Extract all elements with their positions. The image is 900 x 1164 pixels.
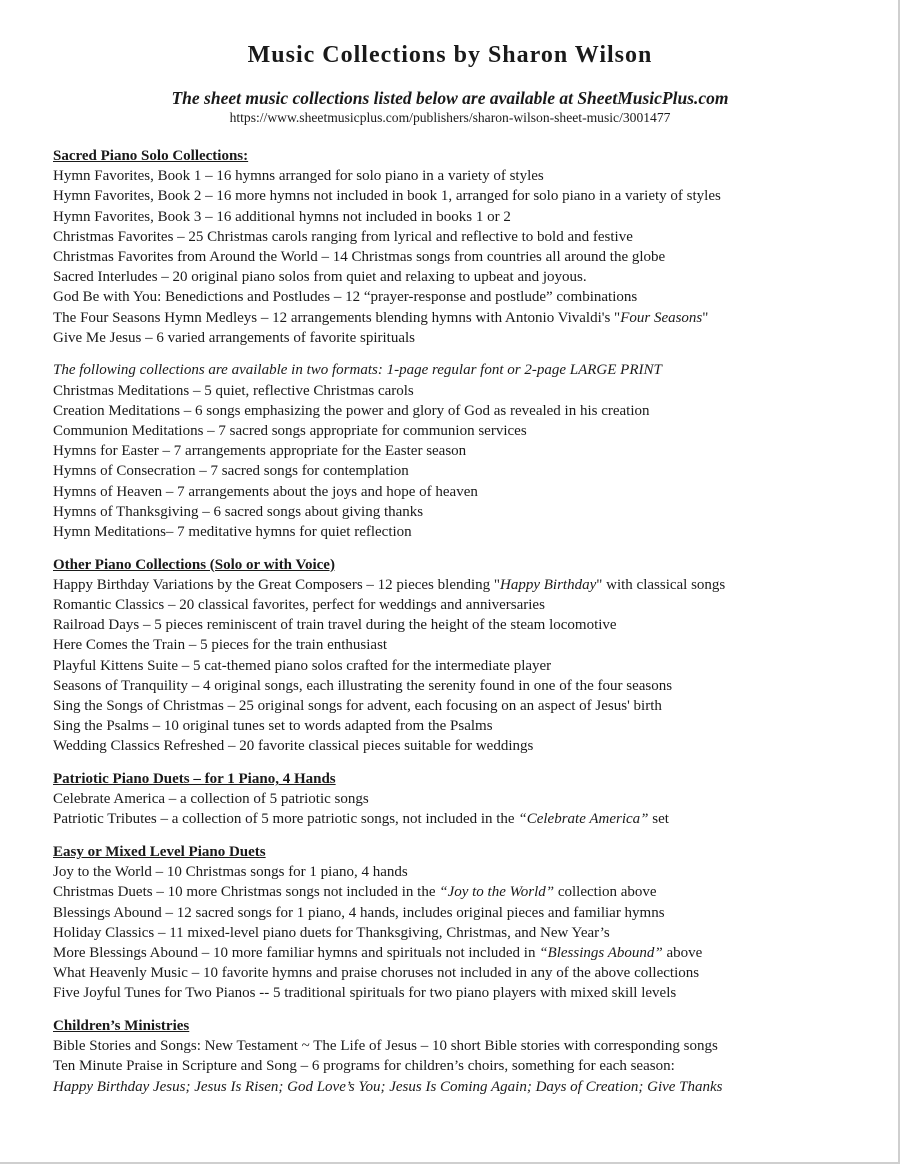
list-item [53, 943, 893, 963]
program-titles: Happy Birthday Jesus; Jesus Is Risen; God Love’s You; Jesus Is Coming Again; Days of Creation; Give Thanks [53, 1078, 723, 1095]
publisher-url: https://www.sheetmusicplus.com/publishers/sharon-wilson-sheet-music/3001477 [229, 110, 671, 125]
list-item [53, 809, 893, 829]
list-item: Christmas Favorites – 25 Christmas carols ranging from lyrical and reflective to bold and festive [53, 228, 633, 245]
list-item: Christmas Favorites from Around the World – 14 Christmas songs from countries all around the globe [53, 249, 666, 266]
section-other-piano [53, 555, 893, 757]
format-note: The following collections are available in two formats: 1-page regular font or 2-page LARGE PRINT [53, 362, 662, 379]
list-item: Five Joyful Tunes for Two Pianos -- 5 traditional spirituals for two piano players with mixed skill levels [53, 985, 677, 1002]
section-heading: Sacred Piano Solo Collections: [53, 148, 249, 164]
section-childrens-ministries [53, 1016, 893, 1097]
item-text: above [662, 945, 703, 962]
section-heading: Easy or Mixed Level Piano Duets [53, 844, 266, 861]
list-item: Hymn Favorites, Book 2 – 16 more hymns not included in book 1, arranged for solo piano in a variety of styles [53, 188, 721, 205]
item-text: collection above [554, 884, 657, 901]
list-item: Christmas Meditations – 5 quiet, reflective Christmas carols [53, 382, 414, 399]
item-italic-title: Four Seasons [620, 309, 703, 326]
page-subtitle: The sheet music collections listed below are available at SheetMusicPlus.com [171, 88, 729, 108]
item-text: Happy Birthday Variations by the Great Composers – 12 pieces blending " [53, 576, 501, 593]
list-item: Communion Meditations – 7 sacred songs appropriate for communion services [53, 423, 527, 440]
section-heading: Children’s Ministries [53, 1018, 190, 1035]
section-easy-mixed-duets [53, 842, 893, 1004]
item-text: " [702, 309, 709, 326]
list-item: Playful Kittens Suite – 5 cat-themed piano solos crafted for the intermediate player [53, 657, 552, 674]
list-item [53, 575, 893, 595]
section-sacred-piano-solo [53, 146, 893, 348]
list-item: Bible Stories and Songs: New Testament ~ The Life of Jesus – 10 short Bible stories with corresponding songs [53, 1038, 718, 1055]
list-item: Romantic Classics – 20 classical favorites, perfect for weddings and anniversaries [53, 597, 545, 614]
section-two-formats [53, 360, 893, 542]
item-text: More Blessings Abound – 10 more familiar hymns and spirituals not included in [53, 945, 540, 962]
list-item: Hymn Meditations– 7 meditative hymns for quiet reflection [53, 524, 412, 541]
section-heading: Other Piano Collections (Solo or with Voice) [53, 556, 335, 573]
item-text: Christmas Duets – 10 more Christmas songs not included in the [53, 884, 440, 901]
list-item: Blessings Abound – 12 sacred songs for 1 piano, 4 hands, includes original pieces and familiar hymns [53, 904, 665, 921]
item-text: The Four Seasons Hymn Medleys – 12 arrangements blending hymns with Antonio Vivaldi's " [53, 309, 621, 326]
list-item: Celebrate America – a collection of 5 patriotic songs [53, 791, 369, 808]
list-item: What Heavenly Music – 10 favorite hymns and praise choruses not included in any of the above collections [53, 965, 700, 982]
list-item: Give Me Jesus – 6 varied arrangements of favorite spirituals [53, 329, 415, 346]
list-item: Hymns for Easter – 7 arrangements appropriate for the Easter season [53, 443, 467, 460]
item-italic-title: “Joy to the World” [439, 884, 555, 901]
list-item: Hymns of Heaven – 7 arrangements about the joys and hope of heaven [53, 483, 478, 500]
list-item: Railroad Days – 5 pieces reminiscent of train travel during the height of the steam locomotive [53, 617, 617, 634]
list-item: Sing the Psalms – 10 original tunes set to words adapted from the Psalms [53, 718, 493, 735]
list-item [53, 308, 893, 328]
section-patriotic-duets [53, 769, 893, 830]
list-item: Creation Meditations – 6 songs emphasizing the power and glory of God as revealed in his creation [53, 402, 650, 419]
list-item: Seasons of Tranquility – 4 original songs, each illustrating the serenity found in one of the four seasons [53, 677, 673, 694]
list-item: Hymns of Thanksgiving – 6 sacred songs about giving thanks [53, 503, 424, 520]
list-item: Here Comes the Train – 5 pieces for the train enthusiast [53, 637, 388, 654]
item-text: Patriotic Tributes – a collection of 5 more patriotic songs, not included in the [53, 811, 519, 828]
item-text: " with classical songs [596, 576, 726, 593]
list-item: Wedding Classics Refreshed – 20 favorite classical pieces suitable for weddings [53, 738, 534, 755]
item-italic-title: “Celebrate America” [518, 811, 649, 828]
item-text: set [648, 811, 669, 828]
list-item: Hymns of Consecration – 7 sacred songs for contemplation [53, 463, 409, 480]
list-item: God Be with You: Benedictions and Postludes – 12 “prayer-response and postlude” combinations [53, 289, 638, 306]
page-title: Music Collections by Sharon Wilson [247, 42, 653, 68]
list-item: Ten Minute Praise in Scripture and Song – 6 programs for children’s choirs, something for each season: [53, 1058, 675, 1075]
list-item: Sing the Songs of Christmas – 25 original songs for advent, each focusing on an aspect of Jesus' birth [53, 698, 662, 715]
list-item: Sacred Interludes – 20 original piano solos from quiet and relaxing to upbeat and joyous. [53, 269, 587, 286]
collections-list [53, 146, 893, 1109]
list-item: Joy to the World – 10 Christmas songs for 1 piano, 4 hands [53, 864, 408, 881]
list-item: Holiday Classics – 11 mixed-level piano duets for Thanksgiving, Christmas, and New Year’s [53, 924, 610, 941]
list-item: Hymn Favorites, Book 3 – 16 additional hymns not included in books 1 or 2 [53, 208, 511, 225]
item-italic-title: Happy Birthday [500, 576, 597, 593]
list-item: Hymn Favorites, Book 1 – 16 hymns arranged for solo piano in a variety of styles [53, 168, 544, 185]
item-italic-title: “Blessings Abound” [539, 945, 663, 962]
section-heading: Patriotic Piano Duets – for 1 Piano, 4 Hands [53, 771, 336, 788]
list-item [53, 882, 893, 902]
